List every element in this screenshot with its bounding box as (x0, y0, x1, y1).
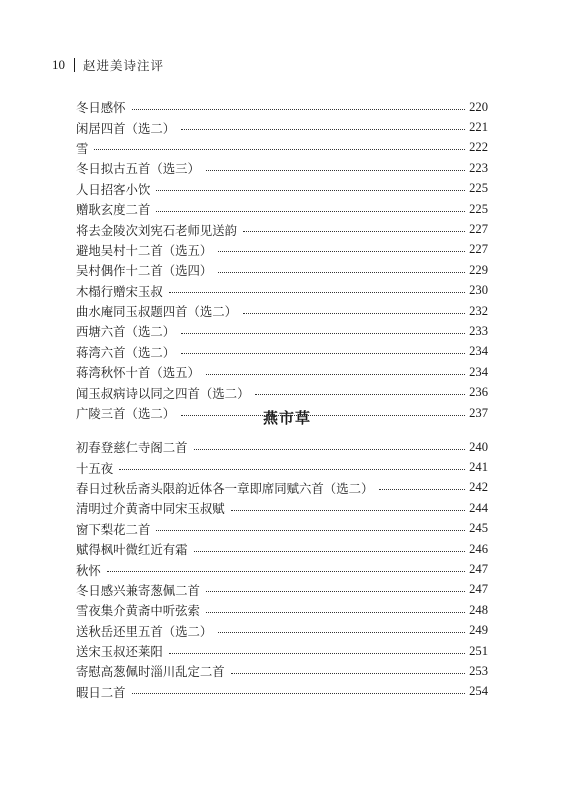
dot-leader (231, 510, 465, 511)
toc-entry-title: 清明过介黄斋中同宋玉叔赋 (76, 501, 225, 517)
toc-entry-title: 冬日拟古五首（选三） (76, 161, 200, 177)
toc-entry-page: 229 (469, 262, 488, 277)
toc-entry[interactable] (76, 682, 488, 702)
dot-leader (218, 272, 465, 273)
toc-entry-title: 赋得枫叶微红近有霜 (76, 542, 188, 558)
toc-entry[interactable] (76, 559, 488, 579)
dot-leader (169, 653, 465, 654)
toc-entry-page: 234 (469, 344, 488, 359)
toc-entry-page: 247 (469, 562, 488, 577)
toc-entry-page: 227 (469, 222, 488, 237)
dot-leader (218, 632, 465, 633)
toc-entry-page: 220 (469, 99, 488, 114)
dot-leader (194, 551, 466, 552)
toc-entry[interactable] (76, 621, 488, 641)
toc-entry[interactable] (76, 580, 488, 600)
toc-entry-title: 雪夜集介黄斋中听弦索 (76, 603, 200, 619)
toc-entry[interactable] (76, 260, 488, 280)
toc-entry[interactable] (76, 519, 488, 539)
toc-entry-page: 247 (469, 582, 488, 597)
toc-entry-title: 曲水庵同玉叔题四首（选二） (76, 304, 238, 320)
toc-entry-title: 将去金陵次刘宪石老师见送韵 (76, 222, 238, 238)
dot-leader (255, 394, 465, 395)
toc-entry-page: 221 (469, 120, 488, 135)
dot-leader (94, 149, 465, 150)
dot-leader (119, 469, 465, 470)
toc-entry[interactable] (76, 362, 488, 382)
dot-leader (206, 612, 465, 613)
toc-entry-title: 冬日感兴兼寄葱佩二首 (76, 582, 200, 598)
toc-entry-title: 雪 (76, 140, 89, 156)
toc-entry[interactable] (76, 219, 488, 239)
toc-entry-title: 冬日感怀 (76, 100, 126, 116)
toc-entry-page: 254 (469, 684, 488, 699)
toc-entry-page: 225 (469, 181, 488, 196)
toc-entry-page: 234 (469, 364, 488, 379)
toc-entry-page: 237 (469, 405, 488, 420)
dot-leader (231, 673, 465, 674)
toc-entry[interactable] (76, 437, 488, 457)
toc-entry-page: 222 (469, 140, 488, 155)
toc-entry[interactable] (76, 97, 488, 117)
toc-entry-page: 233 (469, 323, 488, 338)
toc-entry-title: 暇日二首 (76, 684, 126, 700)
toc-entry-page: 227 (469, 242, 488, 257)
toc-entry-title: 蒋湾六首（选二） (76, 344, 176, 360)
dot-leader (181, 353, 465, 354)
toc-entry[interactable] (76, 138, 488, 158)
dot-leader (206, 591, 465, 592)
toc-entry-title: 吴村偶作十二首（选四） (76, 263, 213, 279)
toc-entry-title: 送秋岳还里五首（选二） (76, 623, 213, 639)
toc-entry-page: 245 (469, 521, 488, 536)
toc-entry-page: 248 (469, 602, 488, 617)
toc-entry-title: 初春登慈仁寺阁二首 (76, 440, 188, 456)
toc-entry[interactable] (76, 478, 488, 498)
dot-leader (156, 530, 465, 531)
dot-leader (156, 211, 465, 212)
toc-entry-page: 232 (469, 303, 488, 318)
toc-entry[interactable] (76, 641, 488, 661)
toc-entry[interactable] (76, 321, 488, 341)
toc-entry[interactable] (76, 600, 488, 620)
toc-entry[interactable] (76, 179, 488, 199)
dot-leader (169, 292, 465, 293)
toc-entry-title: 秋怀 (76, 562, 101, 578)
toc-entry-title: 避地吴村十二首（选五） (76, 242, 213, 258)
toc-entry-page: 253 (469, 663, 488, 678)
toc-entry[interactable] (76, 158, 488, 178)
toc-section-previous (76, 97, 488, 423)
toc-entry-page: 251 (469, 643, 488, 658)
toc-entry-title: 寄慰高葱佩时淄川乱定二首 (76, 664, 225, 680)
toc-entry-page: 241 (469, 460, 488, 475)
dot-leader (181, 129, 465, 130)
toc-entry-title: 广陵三首（选二） (76, 406, 176, 422)
dot-leader (107, 571, 465, 572)
toc-entry-title: 人日招客小饮 (76, 181, 151, 197)
toc-entry[interactable] (76, 661, 488, 681)
dot-leader (243, 231, 465, 232)
toc-entry[interactable] (76, 498, 488, 518)
toc-entry[interactable] (76, 539, 488, 559)
toc-entry-page: 230 (469, 283, 488, 298)
toc-entry[interactable] (76, 457, 488, 477)
toc-entry-page: 225 (469, 201, 488, 216)
header-divider (74, 58, 75, 72)
toc-entry-page: 246 (469, 541, 488, 556)
toc-entry-title: 赠耿玄度二首 (76, 202, 151, 218)
dot-leader (194, 449, 466, 450)
toc-entry[interactable] (76, 199, 488, 219)
toc-section-yanshicao (76, 437, 488, 702)
toc-entry-page: 244 (469, 500, 488, 515)
dot-leader (206, 170, 465, 171)
dot-leader (132, 109, 466, 110)
toc-entry[interactable] (76, 281, 488, 301)
dot-leader (181, 333, 465, 334)
toc-entry[interactable] (76, 301, 488, 321)
toc-entry-title: 窗下梨花二首 (76, 521, 151, 537)
toc-entry-title: 送宋玉叔还莱阳 (76, 644, 163, 660)
dot-leader (379, 489, 465, 490)
section-heading: 燕市草 (262, 409, 311, 427)
toc-entry-title: 春日过秋岳斋头限韵近体各一章即席同赋六首（选二） (76, 480, 374, 496)
toc-entry-page: 240 (469, 439, 488, 454)
toc-entry-page: 242 (469, 480, 488, 495)
dot-leader (206, 374, 465, 375)
toc-entry-page: 223 (469, 160, 488, 175)
page-number: 10 (52, 57, 65, 72)
toc-entry-title: 木榻行赠宋玉叔 (76, 283, 163, 299)
toc-entry-title: 蒋湾秋怀十首（选五） (76, 365, 200, 381)
toc-entry-title: 十五夜 (76, 460, 114, 476)
toc-entry[interactable] (76, 382, 488, 402)
toc-entry-title: 闻玉叔病诗以同之四首（选二） (76, 385, 250, 401)
toc-entry[interactable] (76, 117, 488, 137)
toc-entry-page: 236 (469, 385, 488, 400)
dot-leader (132, 693, 466, 694)
toc-entry[interactable] (76, 342, 488, 362)
dot-leader (218, 251, 465, 252)
running-header (52, 56, 164, 74)
toc-entry-title: 闲居四首（选二） (76, 120, 176, 136)
book-title: 赵进美诗注评 (83, 58, 165, 73)
toc-entry-title: 西塘六首（选二） (76, 324, 176, 340)
dot-leader (243, 313, 465, 314)
toc-entry[interactable] (76, 240, 488, 260)
dot-leader (156, 190, 465, 191)
toc-entry-page: 249 (469, 623, 488, 638)
